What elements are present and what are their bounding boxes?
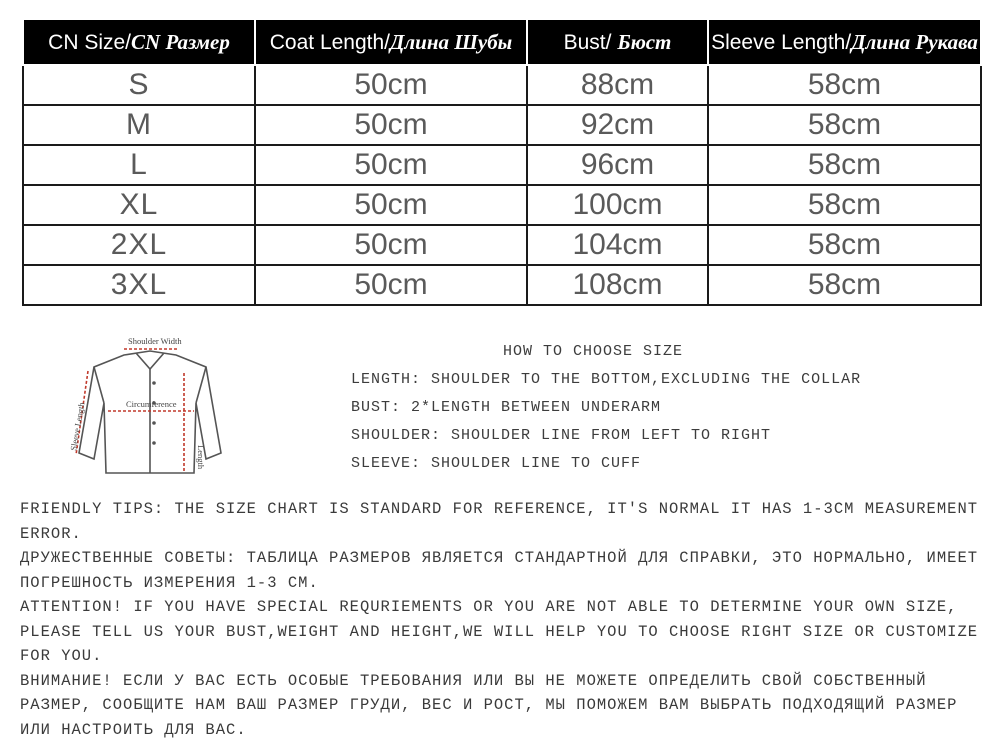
guide-line-length: LENGTH: SHOULDER TO THE BOTTOM,EXCLUDING THE COLLAR — [351, 371, 862, 388]
header-bust: Bust/ Бюст — [527, 19, 708, 65]
table-row — [23, 105, 981, 145]
table-row — [23, 185, 981, 225]
tip-attention-ru: ВНИМАНИЕ! ЕСЛИ У ВАС ЕСТЬ ОСОБЫЕ ТРЕБОВАНИЯ ИЛИ ВЫ НЕ МОЖЕТЕ ОПРЕДЕЛИТЬ СВОЙ СОБСТВЕННЫЙ РАЗМЕР, СООБЩИТЕ НАМ ВАШ РАЗМЕР ГРУДИ, ВЕС И РОСТ, МЫ ПОМОЖЕМ ВАМ ВЫБРАТЬ ПОДХОДЯЩИЙ РАЗМЕР ИЛИ НАСТРОИТЬ ДЛЯ ВАС. — [20, 671, 958, 739]
length-label: Length — [196, 445, 206, 470]
sleeve-length-cell: 58cm — [708, 225, 981, 265]
bust-cell: 96cm — [527, 145, 708, 185]
bust-cell: 92cm — [527, 105, 708, 145]
size-cell: L — [23, 145, 255, 185]
sleeve-length-cell: 58cm — [708, 65, 981, 105]
guide-title: HOW TO CHOOSE SIZE — [503, 343, 684, 360]
coat-length-cell: 50cm — [255, 65, 527, 105]
tip-friendly-en: FRIENDLY TIPS: THE SIZE CHART IS STANDARD FOR REFERENCE, IT'S NORMAL IT HAS 1-3CM MEASUREMENT ERROR. — [20, 500, 979, 543]
sleeve-length-cell: 58cm — [708, 185, 981, 225]
tips-section — [20, 497, 985, 742]
coat-length-cell: 50cm — [255, 145, 527, 185]
bust-cell: 104cm — [527, 225, 708, 265]
table-row — [23, 65, 981, 105]
coat-length-cell: 50cm — [255, 105, 527, 145]
header-coat-length: Coat Length/Длина Шубы — [255, 19, 527, 65]
bust-cell: 108cm — [527, 265, 708, 305]
table-row — [23, 225, 981, 265]
guide-line-bust: BUST: 2*LENGTH BETWEEN UNDERARM — [351, 399, 662, 416]
table-row — [23, 145, 981, 185]
tip-friendly-ru: ДРУЖЕСТВЕННЫЕ СОВЕТЫ: ТАБЛИЦА РАЗМЕРОВ ЯВЛЯЕТСЯ СТАНДАРТНОЙ ДЛЯ СПРАВКИ, ЭТО НОРМАЛЬНО, ИМЕЕТ ПОГРЕШНОСТЬ ИЗМЕРЕНИЯ 1-3 СМ. — [20, 549, 979, 592]
bust-cell: 100cm — [527, 185, 708, 225]
size-chart-table — [22, 18, 982, 306]
sleeve-length-cell: 58cm — [708, 145, 981, 185]
table-row — [23, 265, 981, 305]
size-cell: XL — [23, 185, 255, 225]
size-cell: 3XL — [23, 265, 255, 305]
shirt-measurement-diagram — [66, 333, 236, 488]
circumference-label: Circumference — [126, 399, 177, 409]
coat-length-cell: 50cm — [255, 225, 527, 265]
coat-length-cell: 50cm — [255, 185, 527, 225]
sleeve-length-cell: 58cm — [708, 105, 981, 145]
sleeve-length-cell: 58cm — [708, 265, 981, 305]
size-cell: 2XL — [23, 225, 255, 265]
guide-line-sleeve: SLEEVE: SHOULDER LINE TO CUFF — [351, 455, 642, 472]
header-cn-size: CN Size/CN Размер — [23, 19, 255, 65]
header-sleeve-length: Sleeve Length/Длина Рукава — [708, 19, 981, 65]
table-header-row — [23, 19, 981, 65]
size-guide — [351, 343, 971, 483]
size-cell: S — [23, 65, 255, 105]
shoulder-width-label: Shoulder Width — [128, 336, 182, 346]
guide-line-shoulder: SHOULDER: SHOULDER LINE FROM LEFT TO RIGHT — [351, 427, 772, 444]
coat-length-cell: 50cm — [255, 265, 527, 305]
sleeve-length-label: Sleeve Length — [68, 401, 87, 452]
tip-attention-en: ATTENTION! IF YOU HAVE SPECIAL REQURIEMENTS OR YOU ARE NOT ABLE TO DETERMINE YOUR OWN SIZE, PLEASE TELL US YOUR BUST,WEIGHT AND HEIGHT,WE WILL HELP YOU TO CHOOSE RIGHT SIZE OR CUSTOMIZE FOR YOU. — [20, 598, 979, 665]
size-cell: M — [23, 105, 255, 145]
shirt-buttons — [152, 381, 156, 445]
bust-cell: 88cm — [527, 65, 708, 105]
